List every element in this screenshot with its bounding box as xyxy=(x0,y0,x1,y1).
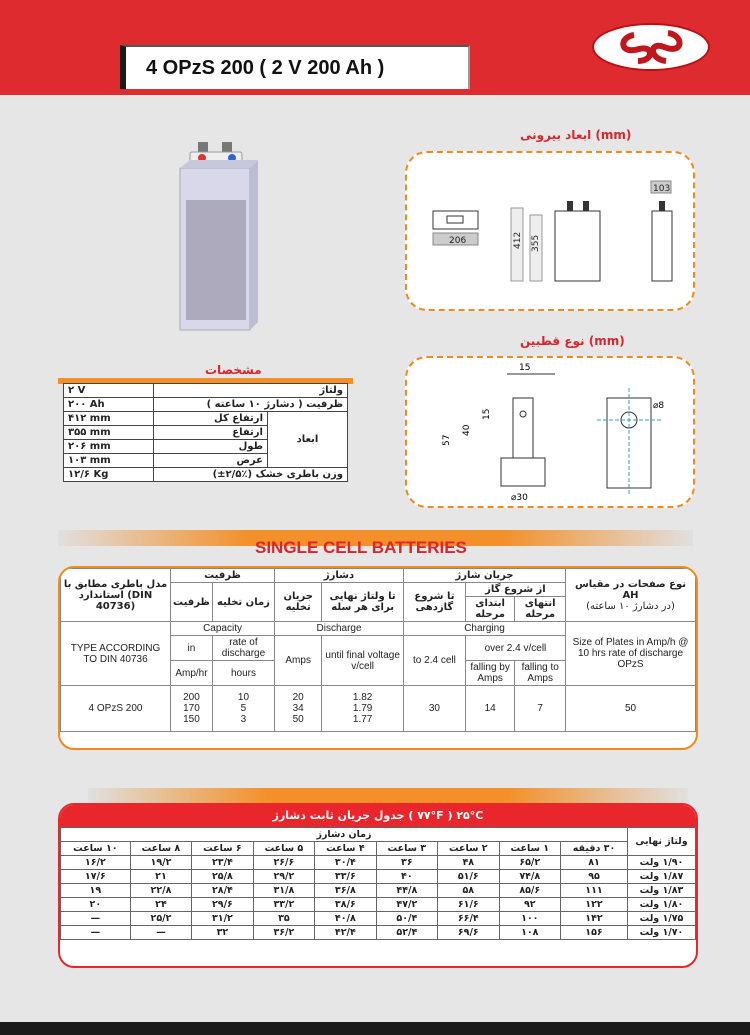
specs-title: مشخصات xyxy=(205,363,262,377)
current-cell: ۴۴/۸ xyxy=(376,884,437,898)
current-cell: ۴۸ xyxy=(438,856,499,870)
page-title: 4 OPzS 200 ( 2 V 200 Ah ) xyxy=(120,45,470,89)
current-cell: ۹۵ xyxy=(561,870,628,884)
current-cell: ۶۹/۶ xyxy=(438,926,499,940)
final-voltage-cell: ۱/۷۰ ولت xyxy=(628,926,696,940)
current-cell: ۳۳/۲ xyxy=(253,898,314,912)
time-column-header: ۱۰ ساعت xyxy=(61,842,131,856)
time-column-header: ۴ ساعت xyxy=(315,842,376,856)
single-cell-table-card xyxy=(58,566,698,750)
terminal-panel xyxy=(405,356,695,508)
current-cell: ۵۲/۴ xyxy=(376,926,437,940)
current-cell: ۱۰۸ xyxy=(499,926,560,940)
time-column-header: ۳۰ دقیقه xyxy=(561,842,628,856)
final-voltage-cell: ۱/۸۷ ولت xyxy=(628,870,696,884)
current-cell: ۳۶/۲ xyxy=(253,926,314,940)
table-row xyxy=(61,856,696,870)
current-cell: ۳۸/۶ xyxy=(315,898,376,912)
spec-row: ۴۱۲ mm ارتفاع کل ابعاد xyxy=(64,412,348,426)
term-15b: 15 xyxy=(482,408,492,420)
final-voltage-cell: ۱/۷۵ ولت xyxy=(628,912,696,926)
current-cell: ۳۱/۸ xyxy=(253,884,314,898)
current-cell: ۱۵۶ xyxy=(561,926,628,940)
discharge-table: ولتاژ نهایی زمان دشارژ ۳۰ دقیقه ۱ ساعت ۲ ساعت ۳ ساعت ۴ ساعت ۵ ساعت ۶ ساعت ۸ ساعت ۱۰ ساعت ۱/۹۰ ولت ۸۱ ۶۵/۲ ۴۸ ۳۶ ۳۰/۴ ۲۶/۶ ۲۳/۴ ۱۹/۲ ۱۶/۲ ۱/۸۷ ولت ۹۵ ۷۴/۸ ۵۱/۶ ۴۰ ۳۳/۶ ۲۹/۲ ۲۵/۸ ۲۱ ۱۷/۶ ۱/۸۳ ولت ۱۱۱ ۸۵/۶ ۵۸ ۴۴/۸ ۳۶/۸ ۳۱/۸ ۲۸/۴ ۲۲/۸ ۱۹ ۱/۸۰ ولت ۱۲۲ ۹۲ ۶۱/۶ ۴۷/۲ ۳۸/۶ ۳۳/۲ ۲۹/۶ ۲۴ ۲۰ ۱/۷۵ ولت ۱۴۲ ۱۰۰ ۶۶/۴ ۵۰/۴ ۴۰/۸ ۳۵ ۳۱/۲ ۲۵/۲ — ۱/۷۰ ولت ۱۵۶ ۱۰۸ ۶۹/۶ ۵۲/۴ ۴۲/۴ ۳۶/۲ ۳۲ — — xyxy=(60,827,696,940)
dimensions-title: ابعاد بیرونی (mm) xyxy=(520,128,632,142)
current-cell: ۴۰ xyxy=(376,870,437,884)
current-cell: ۳۳/۶ xyxy=(315,870,376,884)
specs-table xyxy=(63,383,348,482)
term-8: ⌀8 xyxy=(653,401,665,411)
time-column-header: ۳ ساعت xyxy=(376,842,437,856)
current-cell: ۴۰/۸ xyxy=(315,912,376,926)
current-cell: ۲۱ xyxy=(130,870,191,884)
current-cell: ۱۴۲ xyxy=(561,912,628,926)
current-cell: ۱۹/۲ xyxy=(130,856,191,870)
time-column-header: ۸ ساعت xyxy=(130,842,191,856)
current-cell: ۱۲۲ xyxy=(561,898,628,912)
dim-width: 206 xyxy=(449,236,467,246)
current-cell: ۸۱ xyxy=(561,856,628,870)
current-cell: ۳۶ xyxy=(376,856,437,870)
current-cell: ۳۱/۲ xyxy=(192,912,253,926)
current-cell: ۱۹ xyxy=(61,884,131,898)
current-cell: ۳۵ xyxy=(253,912,314,926)
current-cell: ۲۵/۸ xyxy=(192,870,253,884)
term-40: 40 xyxy=(462,424,472,436)
term-57: 57 xyxy=(442,434,452,446)
spec-row: ۳۵۵ mm ارتفاع xyxy=(64,426,348,440)
current-cell: — xyxy=(61,926,131,940)
footer-strip xyxy=(0,1022,750,1035)
final-voltage-cell: ۱/۸۳ ولت xyxy=(628,884,696,898)
current-cell: ۳۲ xyxy=(192,926,253,940)
final-voltage-cell: ۱/۹۰ ولت xyxy=(628,856,696,870)
single-cell-table: مدل باطری مطابق با استاندارد (DIN 40736) ظرفیت دشارژ جریان شارژ نوع صفحات در مقیاس AH (در دشارژ ۱۰ ساعته) ظرفیت زمان تخلیه جریان تخلیه تا ولتاژ نهایی برای هر سله تا شروع گازدهی از شروع گاز ابتدای مرحله انتهای مرحله TYPE ACCORDING TO DIN 40736 Capacity Discharge Charging Size of Plates in Amp/h @ 10 hrs rate of discharge OPzS in rate of discharge Amps until final voltage v/cell to 2.4 cell over 2.4 v/cell Amp/hr hours falling by Amps falling to Amps 4 OPzS 200 200 170 150 10 5 3 20 34 50 1.82 1.79 1.77 30 14 7 50 xyxy=(60,568,696,732)
current-cell: ۲۳/۴ xyxy=(192,856,253,870)
current-cell: ۴۲/۴ xyxy=(315,926,376,940)
term-15a: 15 xyxy=(519,363,531,373)
spec-row: ۲۰۶ mm طول xyxy=(64,440,348,454)
table-row xyxy=(61,884,696,898)
current-cell: ۱۱۱ xyxy=(561,884,628,898)
time-column-header: ۱ ساعت xyxy=(499,842,560,856)
time-column-header: ۶ ساعت xyxy=(192,842,253,856)
current-cell: ۲۲/۸ xyxy=(130,884,191,898)
current-cell: ۶۵/۲ xyxy=(499,856,560,870)
spec-row: ۱۲/۶ Kg (±۲/۵٪) وزن باطری خشک xyxy=(64,468,348,482)
current-cell: ۱۶/۲ xyxy=(61,856,131,870)
table-row xyxy=(61,926,696,940)
current-cell: ۲۴ xyxy=(130,898,191,912)
dim-depth: 103 xyxy=(653,184,671,194)
current-cell: ۹۲ xyxy=(499,898,560,912)
current-cell: ۲۰ xyxy=(61,898,131,912)
current-cell: ۱۰۰ xyxy=(499,912,560,926)
current-cell: ۲۹/۲ xyxy=(253,870,314,884)
spec-row: ۲۰۰ Ah ظرفیت ( دشارژ ۱۰ ساعته ) xyxy=(64,398,348,412)
current-cell: ۵۱/۶ xyxy=(438,870,499,884)
current-cell: ۱۷/۶ xyxy=(61,870,131,884)
spec-row: ۲ V ولتاژ xyxy=(64,384,348,398)
discharge-table-title: جدول جریان ثابت دشارژ ( ۷۷°F ) ۲۵°C xyxy=(60,805,696,827)
single-cell-title: SINGLE CELL BATTERIES xyxy=(255,538,467,557)
current-cell: ۸۵/۶ xyxy=(499,884,560,898)
time-column-header: ۵ ساعت xyxy=(253,842,314,856)
current-cell: ۲۵/۲ xyxy=(130,912,191,926)
discharge-table-card xyxy=(58,803,698,968)
current-cell: ۵۰/۴ xyxy=(376,912,437,926)
current-cell: ۴۷/۲ xyxy=(376,898,437,912)
terminal-title: نوع قطبین (mm) xyxy=(520,334,625,348)
table-row xyxy=(61,912,696,926)
current-cell: ۳۶/۸ xyxy=(315,884,376,898)
discharge-band xyxy=(88,788,688,804)
current-cell: ۶۶/۴ xyxy=(438,912,499,926)
dimensions-panel xyxy=(405,151,695,311)
spec-row: ۱۰۳ mm عرض xyxy=(64,454,348,468)
current-cell: — xyxy=(130,926,191,940)
battery-image xyxy=(150,140,265,340)
final-voltage-cell: ۱/۸۰ ولت xyxy=(628,898,696,912)
current-cell: ۳۰/۴ xyxy=(315,856,376,870)
dim-height-total: 412 xyxy=(513,231,523,249)
current-cell: ۲۶/۶ xyxy=(253,856,314,870)
current-cell: ۶۱/۶ xyxy=(438,898,499,912)
table-row xyxy=(61,898,696,912)
term-30: ⌀30 xyxy=(511,493,528,503)
current-cell: ۵۸ xyxy=(438,884,499,898)
current-cell: ۷۴/۸ xyxy=(499,870,560,884)
brand-logo xyxy=(592,23,710,71)
table-row xyxy=(61,870,696,884)
time-column-header: ۲ ساعت xyxy=(438,842,499,856)
current-cell: ۲۹/۶ xyxy=(192,898,253,912)
current-cell: — xyxy=(61,912,131,926)
current-cell: ۲۸/۴ xyxy=(192,884,253,898)
dim-height: 355 xyxy=(531,234,541,252)
